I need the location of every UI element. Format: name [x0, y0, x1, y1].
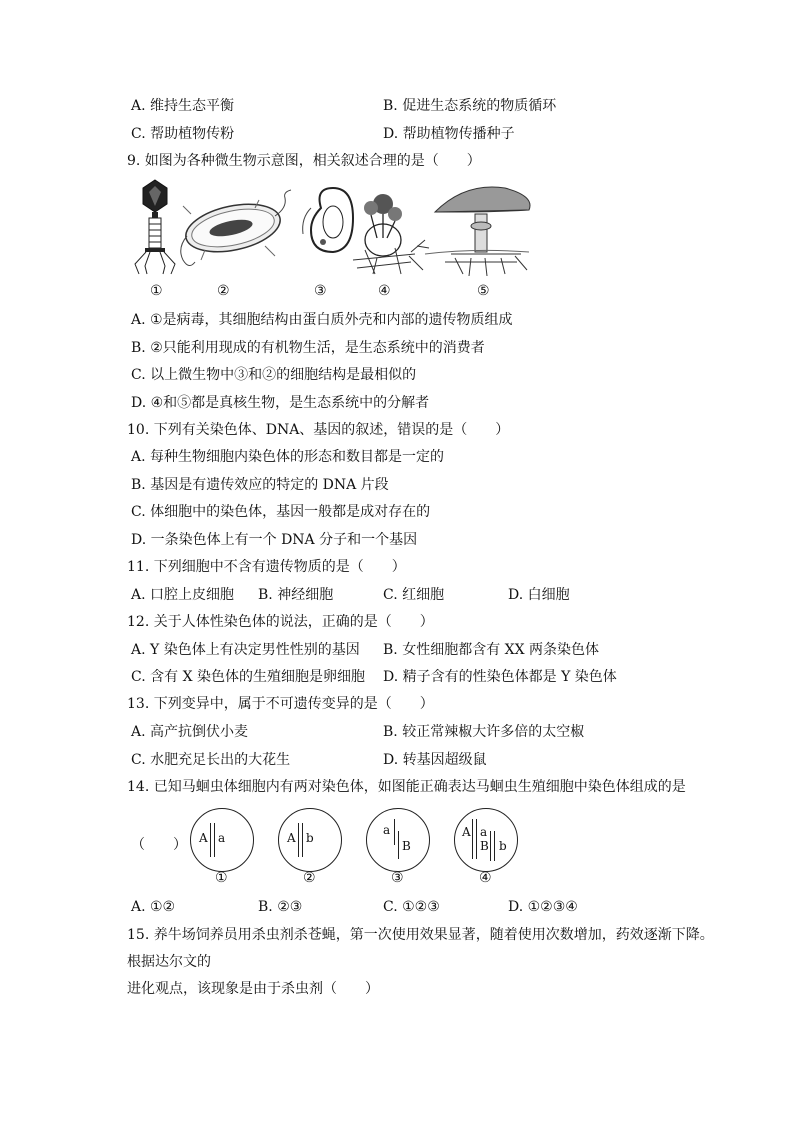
q15-stem-line3: 进化观点，该现象是由于杀虫剂（ ）: [127, 981, 379, 997]
chromosome-bar: [302, 823, 303, 857]
q11-option-d: D. 白细胞: [508, 587, 570, 603]
q9-stem: 9. 如图为各种微生物示意图，相关叙述合理的是（ ）: [127, 153, 481, 169]
q13-option-a: A. 高产抗倒伏小麦: [131, 724, 249, 740]
chromosome-bar: [398, 831, 399, 859]
q8-option-a: A. 维持生态平衡: [131, 98, 235, 114]
q14-option-d: D. ①②③④: [508, 899, 578, 915]
chromosome-circle-2: [278, 808, 342, 872]
bacteriophage-drawing: [135, 180, 175, 274]
q9-option-c: C. 以上微生物中③和②的细胞结构是最相似的: [131, 367, 417, 383]
chromosome-bar: [210, 823, 211, 857]
chromosome-bar: [476, 819, 477, 859]
q14-stem: 14. 已知马蛔虫体细胞内有两对染色体，如图能正确表达马蛔虫生殖细胞中染色体组成的是: [127, 779, 686, 795]
q11-option-b: B. 神经细胞: [258, 587, 334, 603]
q8-option-b: B. 促进生态系统的物质循环: [383, 98, 557, 114]
figure-label-4: ④: [378, 283, 391, 299]
q9-option-a: A. ①是病毒，其细胞结构由蛋白质外壳和内部的遗传物质组成: [131, 312, 513, 328]
circle-label-2: ②: [303, 870, 316, 886]
chromosome-circle-3: [366, 808, 430, 872]
chromosome-circle-1: [190, 808, 254, 872]
q14-option-b: B. ②③: [258, 899, 303, 915]
q14-option-a: A. ①②: [131, 899, 176, 915]
q12-option-d: D. 精子含有的性染色体都是 Y 染色体: [383, 669, 617, 685]
q10-option-b: B. 基因是有遗传效应的特定的 DNA 片段: [131, 477, 389, 493]
figure-label-5: ⑤: [477, 283, 490, 299]
chromosome-bar: [490, 831, 491, 861]
figure-label-3: ③: [314, 283, 327, 299]
circle-label-3: ③: [391, 870, 404, 886]
gene-label: B: [480, 839, 489, 853]
q13-option-c: C. 水肥充足长出的大花生: [131, 752, 291, 768]
figure-label-2: ②: [217, 283, 230, 299]
q11-stem: 11. 下列细胞中不含有遗传物质的是（ ）: [127, 559, 406, 575]
microorganism-figure: [125, 178, 535, 278]
chromosome-bar: [394, 819, 395, 845]
q10-option-d: D. 一条染色体上有一个 DNA 分子和一个基因: [131, 532, 418, 548]
gene-label: a: [218, 831, 226, 845]
q10-option-c: C. 体细胞中的染色体，基因一般都是成对存在的: [131, 504, 431, 520]
q8-option-c: C. 帮助植物传粉: [131, 126, 235, 142]
q12-option-a: A. Y 染色体上有决定男性性别的基因: [131, 642, 360, 658]
chromosome-bar: [494, 831, 495, 861]
chromosome-circle-4: [454, 808, 518, 872]
q10-stem: 10. 下列有关染色体、DNA、基因的叙述，错误的是（ ）: [127, 422, 510, 438]
yeast-drawing: [303, 188, 353, 252]
gene-label: A: [199, 831, 208, 845]
q9-option-d: D. ④和⑤都是真核生物，是生态系统中的分解者: [131, 395, 430, 411]
q8-option-d: D. 帮助植物传播种子: [383, 126, 515, 142]
q12-option-c: C. 含有 X 染色体的生殖细胞是卵细胞: [131, 669, 365, 685]
gene-label: B: [402, 839, 411, 853]
q11-option-a: A. 口腔上皮细胞: [131, 587, 235, 603]
mushroom-drawing: [425, 187, 530, 276]
figure-label-1: ①: [150, 283, 163, 299]
mold-drawing: [353, 194, 429, 274]
gene-label: a: [383, 823, 391, 837]
q9-option-b: B. ②只能利用现成的有机物生活，是生态系统中的消费者: [131, 340, 485, 356]
q10-option-a: A. 每种生物细胞内染色体的形态和数目都是一定的: [131, 449, 445, 465]
q15-stem: 15. 养牛场饲养员用杀虫剂杀苍蝇，第一次使用效果显著，随着使用次数增加，药效逐渐下降。: [127, 927, 714, 943]
q15-stem-line2: 根据达尔文的: [127, 954, 211, 970]
chromosome-bar: [298, 823, 299, 857]
q14-option-c: C. ①②③: [383, 899, 440, 915]
q14-answer-paren: （ ）: [131, 837, 187, 853]
gene-label: b: [306, 831, 314, 845]
chromosome-bar: [214, 823, 215, 857]
q12-option-b: B. 女性细胞都含有 XX 两条染色体: [383, 642, 600, 658]
q13-stem: 13. 下列变异中，属于不可遗传变异的是（ ）: [127, 696, 434, 712]
gene-label: a: [480, 825, 488, 839]
q11-option-c: C. 红细胞: [383, 587, 445, 603]
chromosome-bar: [472, 819, 473, 859]
q13-option-d: D. 转基因超级鼠: [383, 752, 487, 768]
q12-stem: 12. 关于人体性染色体的说法，正确的是（ ）: [127, 614, 434, 630]
circle-label-1: ①: [215, 870, 228, 886]
bacterium-drawing: [181, 190, 291, 266]
circle-label-4: ④: [479, 870, 492, 886]
q13-option-b: B. 较正常辣椒大许多倍的太空椒: [383, 724, 585, 740]
gene-label: b: [499, 839, 507, 853]
gene-label: A: [287, 831, 296, 845]
gene-label: A: [462, 825, 471, 839]
